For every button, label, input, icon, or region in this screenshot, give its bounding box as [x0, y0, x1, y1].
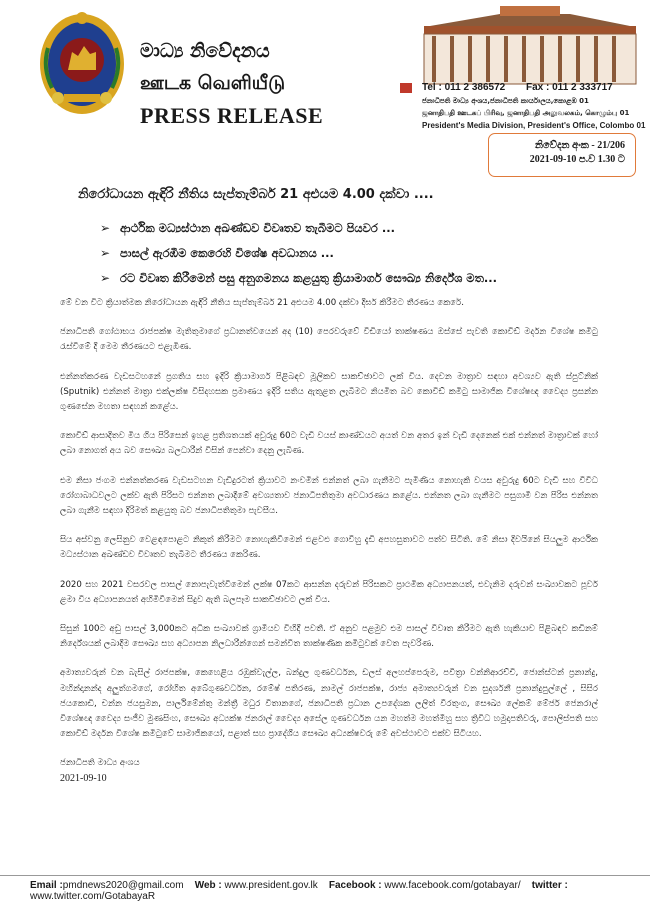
paragraph: සිය අස්වනු ලෙසිනුව වෙළඳපොළට නිකුත් කිරීමට නොහැකිවීමෙන් එළවළු ගොවීහු දැඩි අපහසුතාවට පත්ව සිටිති. මේ නිසා දිවයිනේ සියලුම ආර්ථික මධ්‍යස්ථාන අඛණ්ඩව විවෘතව තැබීමට තීරණය කෙරිණ. [60, 535, 598, 561]
paragraph: අමාත්‍යවරුන් වන බැසිල් රාජපක්ෂ, කෙහෙළිය රඹුක්වැල්ල, බන්දුල ගුණවර්ධන, ඩලස් අලහප්පෙරුම, පවිත්‍රා වන්නිආරච්චි, ජොන්ස්ටන් ප්‍රනාන්දු, මහින්දානන්ද අලුත්ගමගේ, රෝහිත අබේගුණවර්ධන, රමේෂ් පතිරණ, නාමල් රාජපක්ෂ, රාජ්‍ය අමාත්‍යවරුන් වන සුදර්ශනී ප්‍රනාන්දුපුල්ලේ , සිසිර ජයකොඩි, චන්න ජයසුමන, පාර්ලිමේන්තු මන්ත්‍රී මධුර විතානගේ, ජනාධිපති ප්‍රධාන උපදේශක ලලිත් වීරතුංග, සෞඛ්‍ය ලේකම් මේජර් ජෙනරාල් විශේෂඥ වෛද්‍ය සංජීව මුණසිංහ, සෞඛ්‍ය අධ්‍යක්ෂ ජනරාල් වෛද්‍ය අසේල ගුණවර්ධන යන මහත්ම මහත්මීහු සහ ත්‍රිවිධ හමුදාපතිවරු, පොලිස්පති සහ කොවිඩ් මර්දන විශේෂ කමිටුවේ සාමාජිකයෝ, පළාත් සහ ප්‍රාදේශීය සෞඛ්‍ය අධ්‍යක්ෂවරු මේ අවස්ථාවට එක්ව සිටියහ. [60, 668, 598, 740]
title-tamil: ஊடக வெளியீடு [140, 72, 286, 94]
twitter-link[interactable]: www.twitter.com/GotabayaR [30, 891, 156, 902]
red-marker-icon [400, 83, 412, 93]
body-text [60, 296, 598, 786]
paragraph: 2020 සහ 2021 වසරවල පාසල් නොපැවැත්වීමෙන් ලක්ෂ 07කට ආසන්න දරුවන් පිරිසකට ප්‍රාථමික අධ්‍යාපනයත්, එවැනිම දරුවන් සංඛ්‍යාවකට පූර්ව ළමා විය අධ්‍යාපනයත් අහිමිවීමෙන් සිදුව ඇති බලපෑම සාකච්ඡාවට ලක් විය. [60, 579, 598, 605]
footer-divider [0, 875, 650, 876]
paragraph: සිසුන් 100ට අඩු පාසල් 3,000කට අධික සංඛ්‍යාවක් ග්‍රාමීයව විහිදී පවතී. ඒ අනුව පළමුව එම පාසල් විවෘත කිරීමට ඇති හැකියාව පිළිබඳව කඩිනම් නිර්දේශයක් ලබාදීම සෞඛ්‍ය සහ අධ්‍යාපන නිලධාරීන්ගෙන් සමන්විත තාක්ෂණික කමිටුවක් වෙත පැවරිණ. [60, 624, 598, 650]
facebook-link[interactable]: www.facebook.com/gotabayar/ [384, 880, 521, 891]
arrow-bullet-icon: ➢ [100, 221, 111, 235]
paragraph: ජනාධිපති ගෝඨාභය රාජපක්ෂ මැතිතුමාගේ ප්‍රධානත්වයෙන් අද (10) පෙරවරුවේ වීඩියෝ තාක්ෂණය ඔස්සේ පැවති කොවිඩ් මර්දන විශේෂ කමිටු රැස්වීමේ දී මෙම තීරණයට එළැඹිණ. [60, 327, 598, 353]
web-link[interactable]: www.president.gov.lk [224, 880, 318, 891]
presidents-office-building-icon [410, 6, 642, 86]
arrow-bullet-icon: ➢ [100, 271, 111, 285]
paragraph: එන්නත්කරණ වැඩසටහනේ ප්‍රගතිය සහ ඉදිරි ක්‍රියාමාර්ග පිළිබඳව මූලිකව සාකච්ඡාවට ලක් විය. දෙවන මාත්‍රාව සඳහා අවශ්‍යව ඇති ස්පුට්නික් (Sputnik) එන්නත් මාත්‍රා එක්ලක්ෂ විසිදහසක ප්‍රමාණය ඉදිරි සතිය ඇතුළත ලැබීමට නියමිත බව කොවිඩ් කමිටු සාමාජික විශේෂඥ වෛද්‍ය ප්‍රසන්න ගුණසේන මහතා සඳහන් කළේය. [60, 371, 598, 413]
arrow-bullet-icon: ➢ [100, 246, 111, 260]
address-sinhala: ජනාධිපති මාධ්‍ය අංශය,ජනාධිපති කාර්යාලය,කොළඹ 01 [422, 97, 589, 105]
telephone: Tel : 011 2 386572 [422, 82, 506, 93]
title-english: PRESS RELEASE [140, 103, 324, 128]
title-sinhala: මාධ්‍ය නිවේදනය [140, 40, 270, 62]
reference-number: නිවේදන අංක - 21/206 [534, 140, 625, 151]
list-item: ➢ ආර්ථික මධ්‍යස්ථාන අඛණ්ඩව විවෘතව තැබීමට පියවර ... [100, 221, 395, 235]
sri-lanka-emblem-icon [38, 8, 126, 118]
address-tamil: ஜனாதிபதி ஊடகப் பிரிவு, ஜனாதிபதி அலுவலகம், கொழும்பு 01 [422, 109, 630, 117]
paragraph: කොවිඩ් ආසාදිතව මිය ගිය පිරිසෙන් ඉහළ ප්‍රතිශතයක් අවුරුදු 60ට වැඩි වයස් කාණ්ඩයට අයත් වන අතර ඉන් වැඩි දෙනෙක් එක් එන්නත් මාත්‍රාවක් හෝ ලබා නොගත් අය බව සෞඛ්‍ය බලධාරීන් විසින් පෙන්වා දෙනු ලැබිණ. [60, 431, 598, 457]
fax: Fax : 011 2 333717 [526, 82, 613, 93]
footer: Email :pmdnews2020@gmail.com Web : www.president.gov.lk Facebook : www.facebook.com/gotabayar/ twitter : www.twitter.com/GotabayaR [30, 880, 568, 902]
paragraph: මේ වන විට ක්‍රියාත්මක නිරෝධායන ඇඳිරි නීතිය සැප්තැම්බර් 21 අළුයම 4.00 දක්වා දීර්ඝ කිරීමට තීරණය කෙරේ. [60, 298, 464, 308]
list-item: ➢ රට විවෘත කිරීමෙන් පසු අනුගමනය කළයුතු ක්‍රියාමාර්ග සෞඛ්‍ය නිර්දේශ මත... [100, 271, 498, 285]
headline: නිරෝධායන ඇඳිරි නීතිය සැප්තැම්බර් 21 අළුයම 4.00 දක්වා .... [78, 187, 434, 202]
signature-date: 2021-09-10 [60, 773, 107, 785]
bullet-list [100, 221, 497, 296]
reference-box [488, 133, 636, 177]
reference-datetime: 2021-09-10 ප.ව 1.30 ට [529, 154, 625, 165]
address-english: President's Media Division, President's Office, Colombo 01 [422, 121, 646, 130]
list-item: ➢ පාසල් ඇරඹීම කෙරෙහි විශේෂ අවධානය ... [100, 246, 334, 260]
email-link[interactable]: pmdnews2020@gmail.com [62, 880, 184, 891]
paragraph: එම නිසා ජංගම එන්නත්කරණ වැඩසටහන වැඩිදුරටත් ක්‍රියාවට නංවමින් එන්නත් ලබා ගැනීමට පැමිණිය නොහැකි වයස අවුරුදු 60ට වැඩි සහ විවිධ රෝගාබාධවලට ලක්ව ඇති පිරිසට එන්නත ලබාදීමේ අවශ්‍යතාව ජනාධිපතිතුමා අවධාරණය කළේය. එන්නත ලබා ගැනීමට පසුගාමී වන පිරිස එන්නත ලබා ගැනීම සඳහා දිරිමත් කළයුතු බව ජනාධිපතිතුමා පැවසීය. [60, 475, 598, 517]
signature-office: ජනාධිපති මාධ්‍ය අංශය [60, 758, 140, 769]
